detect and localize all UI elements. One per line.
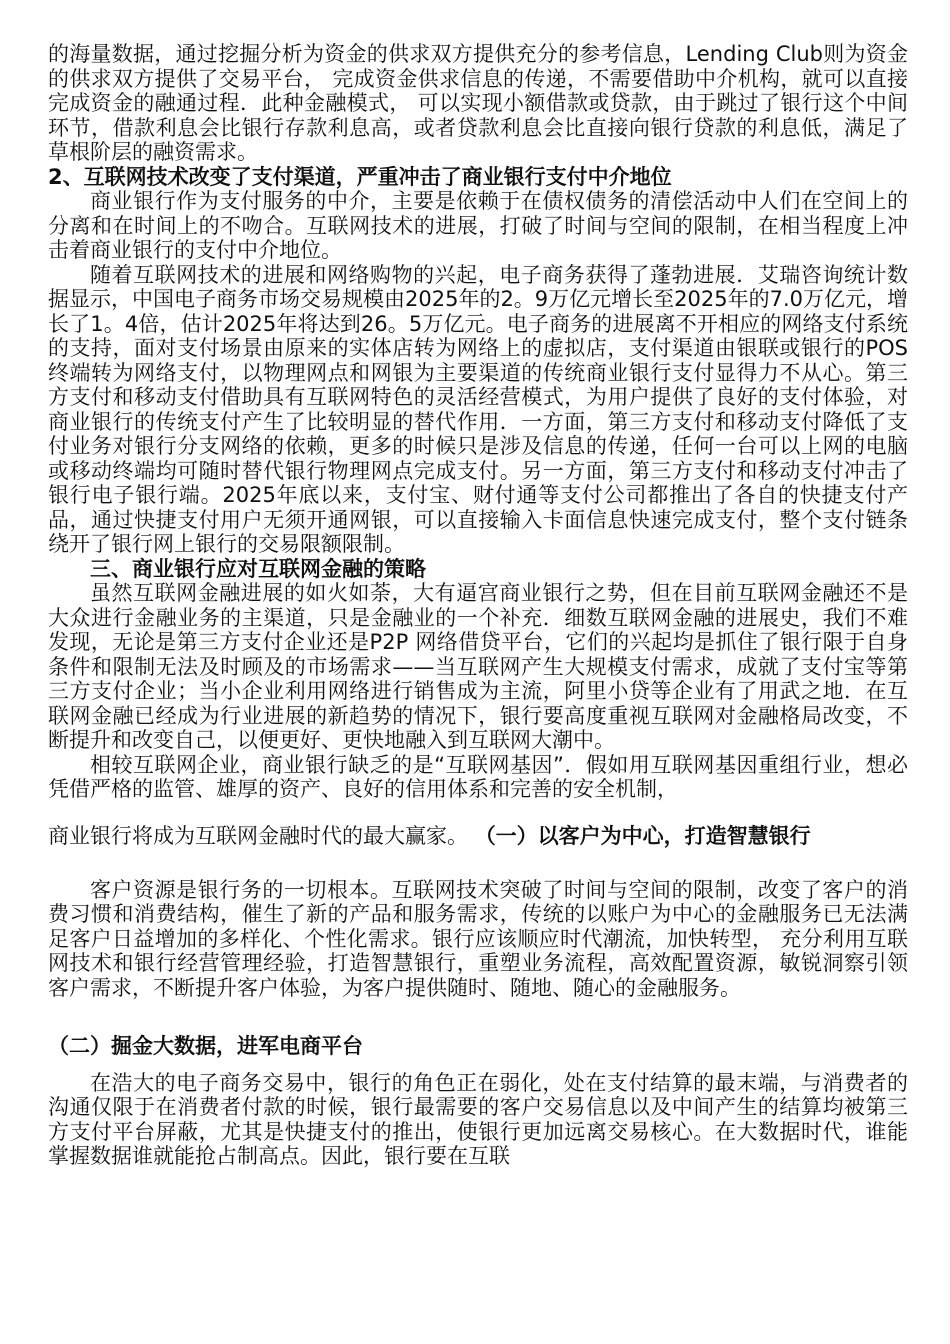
paragraph-3-1: 客户资源是银行务的一切根本。互联网技术突破了时间与空间的限制，改变了客户的消费习惯和消费结构，催生了新的产品和服务需求，传统的以账户为中心的金融服务已无法满足客户日益增加的多样化、个性化需求。银行应该顺应时代潮流，加快转型， 充分利用互联网技术和银行经营管理经验，打造智慧银行，重塑业务流程，高效配置资源，敏锐洞察引领客户需求，不断提升客户体验，为客户提供随时、随地、随心的金融服务。: [48, 877, 908, 1000]
spacer: [48, 1000, 908, 1034]
spacer: [48, 850, 908, 878]
spacer: [48, 1059, 908, 1071]
paragraph-intro: 的海量数据，通过挖掘分析为资金的供求双方提供充分的参考信息，Lending Club则为资金的供求双方提供了交易平台， 完成资金供求信息的传递，不需要借助中介机构，就可以直接完成资金的融通过程．此种金融模式， 可以实现小额借款或贷款，由于跳过了银行这个中间环节，借款利息会比银行存款利息高，或者贷款利息会比直接向银行贷款的利息低，满足了草根阶层的融资需求。: [48, 42, 908, 164]
paragraph-3a: 虽然互联网金融进展的如火如荼，大有逼宫商业银行之势，但在目前互联网金融还不是大众进行金融业务的主渠道，只是金融业的一个补充．细数互联网金融的进展史，我们不难发现，无论是第三方支付企业还是P2P 网络借贷平台，它们的兴起均是抓住了银行限于自身条件和限制无法及时顾及的市场需求——当互联网产生大规模支付需求，成就了支付宝等第三方支付企业；当小企业利用网络进行销售成为主流，阿里小贷等企业有了用武之地．在互联网金融已经成为行业进展的新趋势的情况下，银行要高度重视互联网对金融格局改变，不断提升和改变自己，以便更好、更快地融入到互联网大潮中。: [48, 581, 908, 752]
paragraph-2b: 随着互联网技术的进展和网络购物的兴起，电子商务获得了蓬勃进展．艾瑞咨询统计数据显示，中国电子商务市场交易规模由2025年的2。9万亿元增长至2025年的7.0万亿元，增长了1。4倍，估计2025年将达到26。5万亿元。电子商务的进展离不开相应的网络支付系统的支持，面对支付场景由原来的实体店转为网络上的虚拟店，支付渠道由银联或银行的POS终端转为网络支付，以物理网点和网银为主要渠道的传统商业银行支付显得力不从心。第三方支付和移动支付借助具有互联网特色的灵活经营模式，为用户提供了良好的支付体验，对商业银行的传统支付产生了比较明显的替代作用．一方面，第三方支付和移动支付降低了支付业务对银行分支网络的依赖，更多的时候只是涉及信息的传递，任何一台可以上网的电脑或移动终端均可随时替代银行物理网点完成支付。另一方面，第三方支付和移动支付冲击了银行电子银行端。2025年底以来，支付宝、财付通等支付公司都推出了各自的快捷支付产品，通过快捷支付用户无须开通网银，可以直接输入卡面信息快速完成支付，整个支付链条绕开了银行网上银行的交易限额限制。: [48, 262, 909, 556]
subsection-heading-3-2: （二）掘金大数据，进军电商平台: [48, 1034, 363, 1058]
section-heading-3: 三、商业银行应对互联网金融的策略: [90, 556, 426, 581]
paragraph-2a: 商业银行作为支付服务的中介，主要是依赖于在债权债务的清偿活动中人们在空间上的分离和在时间上的不吻合。互联网技术的进展，打破了时间与空间的限制，在相当程度上冲击着商业银行的支付中介地位。: [48, 189, 908, 262]
section-heading-2: 2、互联网技术改变了支付渠道，严重冲击了商业银行支付中介地位: [48, 164, 672, 189]
subsection-heading-3-1: （一）以客户为中心，打造智慧银行: [474, 823, 811, 848]
spacer: [48, 802, 908, 822]
document-page: [48, 42, 908, 1169]
paragraph-3c: [48, 822, 908, 850]
paragraph-3b: 相较互联网企业，商业银行缺乏的是“互联网基因”．假如用互联网基因重组行业，想必凭借严格的监管、雄厚的资产、良好的信用体系和完善的安全机制，: [48, 752, 908, 801]
paragraph-3c-text: 商业银行将成为互联网金融时代的最大赢家。: [48, 823, 468, 848]
paragraph-3-2: 在浩大的电子商务交易中，银行的角色正在弱化，处在支付结算的最末端，与消费者的沟通仅限于在消费者付款的时候，银行最需要的客户交易信息以及中间产生的结算均被第三方支付平台屏蔽，尤其是快捷支付的推出，使银行更加远离交易核心。在大数据时代，谁能掌握数据谁就能抢占制高点。因此，银行要在互联: [48, 1070, 908, 1168]
